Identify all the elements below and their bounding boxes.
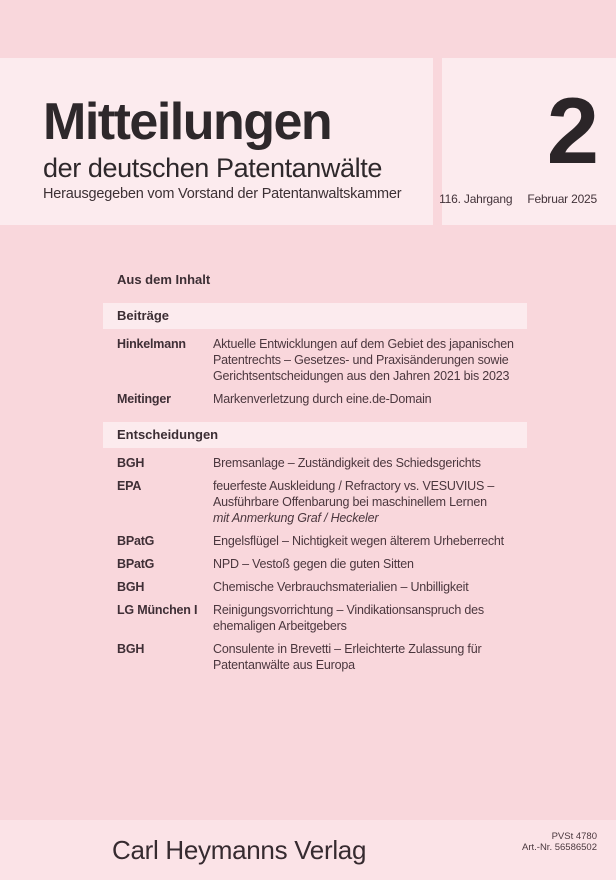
journal-subtitle: der deutschen Patentanwälte: [43, 153, 382, 183]
entry-line-annotation: mit Anmerkung Graf / Heckeler: [213, 511, 379, 525]
section-header-entscheidungen: Entscheidungen: [103, 422, 527, 448]
footer-codes: [522, 831, 597, 853]
entry-source: Hinkelmann: [117, 337, 186, 351]
entry-line: Patentrechts – Gesetzes- und Praxisänderungen sowie: [213, 353, 509, 367]
entry-description: [213, 533, 527, 549]
entry-line: NPD – Vestoß gegen die guten Sitten: [213, 557, 414, 571]
toc-entry: [103, 455, 527, 471]
entry-line: Engelsflügel – Nichtigkeit wegen älterem Urheberrecht: [213, 534, 504, 548]
toc-heading: Aus dem Inhalt: [117, 272, 211, 287]
footer-publisher: Carl Heymanns Verlag: [112, 835, 367, 865]
section-header-beitraege: Beiträge: [103, 303, 527, 329]
publisher-line: Herausgegeben vom Vorstand der Patentanwaltskammer: [43, 186, 402, 202]
entry-description: [213, 641, 527, 673]
toc-entry: [103, 602, 527, 634]
entry-description: [213, 391, 527, 407]
toc-entry: [103, 533, 527, 549]
toc-entry: [103, 478, 527, 526]
entry-line: Consulente in Brevetti – Erleichterte Zulassung für: [213, 642, 482, 656]
entry-line: Markenverletzung durch eine.de-Domain: [213, 392, 432, 406]
entry-description: [213, 455, 527, 471]
entry-line: Ausführbare Offenbarung bei maschinellem Lernen: [213, 495, 487, 509]
entry-description: [213, 602, 527, 634]
issue-meta: [439, 192, 597, 206]
journal-title: Mitteilungen: [43, 93, 332, 151]
entry-line: Gerichtsentscheidungen aus den Jahren 2021 bis 2023: [213, 369, 510, 383]
toc-entry: [103, 336, 527, 384]
toc-entry: [103, 391, 527, 407]
entry-source: BPatG: [117, 534, 155, 548]
entry-description: [213, 556, 527, 572]
toc-entry: [103, 579, 527, 595]
toc-entry: [103, 556, 527, 572]
article-number: Art.-Nr. 56586502: [522, 842, 597, 853]
entry-source: EPA: [117, 479, 142, 493]
entry-source: BGH: [117, 456, 145, 470]
entry-line: feuerfeste Auskleidung / Refractory vs. VESUVIUS –: [213, 479, 495, 493]
entry-line: Bremsanlage – Zuständigkeit des Schiedsgerichts: [213, 456, 481, 470]
entry-line: Chemische Verbrauchsmaterialien – Unbilligkeit: [213, 580, 469, 594]
table-of-contents: [103, 272, 527, 673]
entry-source: Meitinger: [117, 392, 171, 406]
issue-number: 2: [546, 78, 597, 183]
entry-source: BGH: [117, 580, 145, 594]
entry-source: BGH: [117, 642, 145, 656]
postal-code: PVSt 4780: [551, 831, 597, 842]
entry-line: Patentanwälte aus Europa: [213, 658, 355, 672]
masthead: [43, 93, 402, 203]
entry-source: LG München I: [117, 603, 198, 617]
entry-line: Aktuelle Entwicklungen auf dem Gebiet des japanischen: [213, 337, 514, 351]
issue-date-label: Februar 2025: [527, 192, 597, 206]
toc-entry: [103, 641, 527, 673]
entry-description: [213, 579, 527, 595]
entry-line: Reinigungsvorrichtung – Vindikationsanspruch des: [213, 603, 484, 617]
entry-source: BPatG: [117, 557, 155, 571]
entry-line: ehemaligen Arbeitgebers: [213, 619, 347, 633]
entry-description: [213, 478, 527, 526]
entry-description: [213, 336, 527, 384]
volume-label: 116. Jahrgang: [439, 192, 513, 206]
